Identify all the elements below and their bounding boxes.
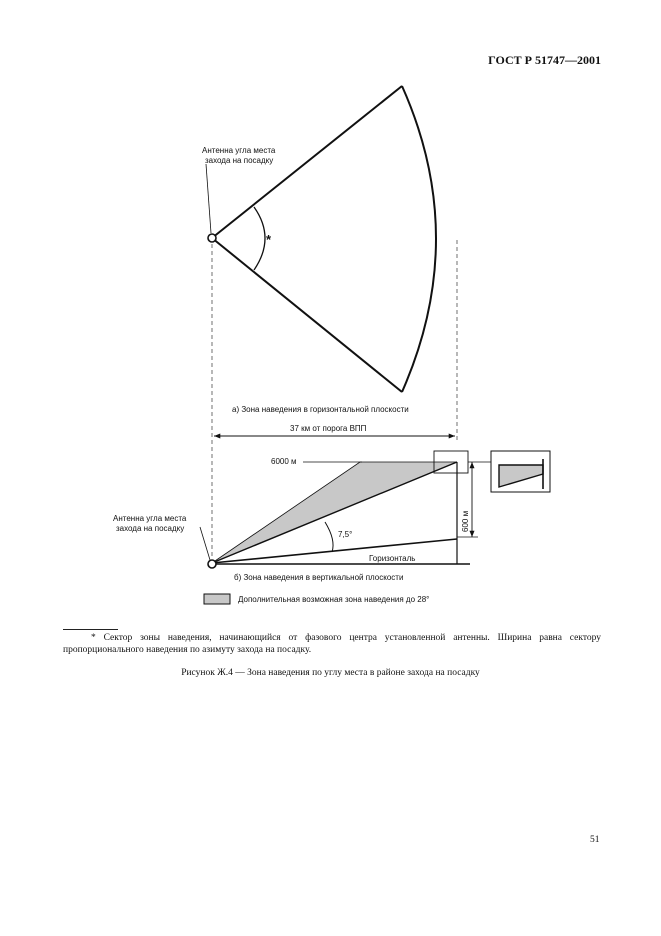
vertical-dim-label: 600 м <box>461 510 470 532</box>
antenna-point-top <box>208 234 216 242</box>
footnote-separator <box>63 629 118 630</box>
distance-label: 37 км от порога ВПП <box>290 424 367 433</box>
antenna-label-top-line1: Антенна угла места <box>202 146 276 155</box>
figure-caption: Рисунок Ж.4 — Зона наведения по углу места в районе захода на посадку <box>181 668 480 678</box>
antenna-leader-bottom <box>200 527 210 560</box>
footnote: * Сектор зоны наведения, начинающийся от фазового центра установленной антенны. Ширина равна сектору пропорционального наведения по азимуту захода на посадку. <box>63 633 601 655</box>
caption-a: а) Зона наведения в горизонтальной плоскости <box>232 405 409 414</box>
legend-text: Дополнительная возможная зона наведения до 28° <box>238 595 430 604</box>
antenna-label-top-line2: захода на посадку <box>205 156 274 165</box>
caption-b: б) Зона наведения в вертикальной плоскости <box>234 573 404 582</box>
asterisk-mark: * <box>266 232 272 247</box>
document-id: ГОСТ Р 51747—2001 <box>488 53 601 67</box>
antenna-point-bottom <box>208 560 216 568</box>
antenna-leader-top <box>206 164 211 233</box>
legend-swatch <box>204 594 230 604</box>
height-label: 6000 м <box>271 457 297 466</box>
horizontal-sector <box>212 86 436 392</box>
page-number: 51 <box>590 835 600 845</box>
horizontal-label: Горизонталь <box>369 554 416 563</box>
angle-label: 7,5° <box>338 530 353 539</box>
antenna-label-bottom-line1: Антенна угла места <box>113 514 187 523</box>
vertical-coverage <box>212 462 470 564</box>
antenna-label-bottom-line2: захода на посадку <box>116 524 185 533</box>
